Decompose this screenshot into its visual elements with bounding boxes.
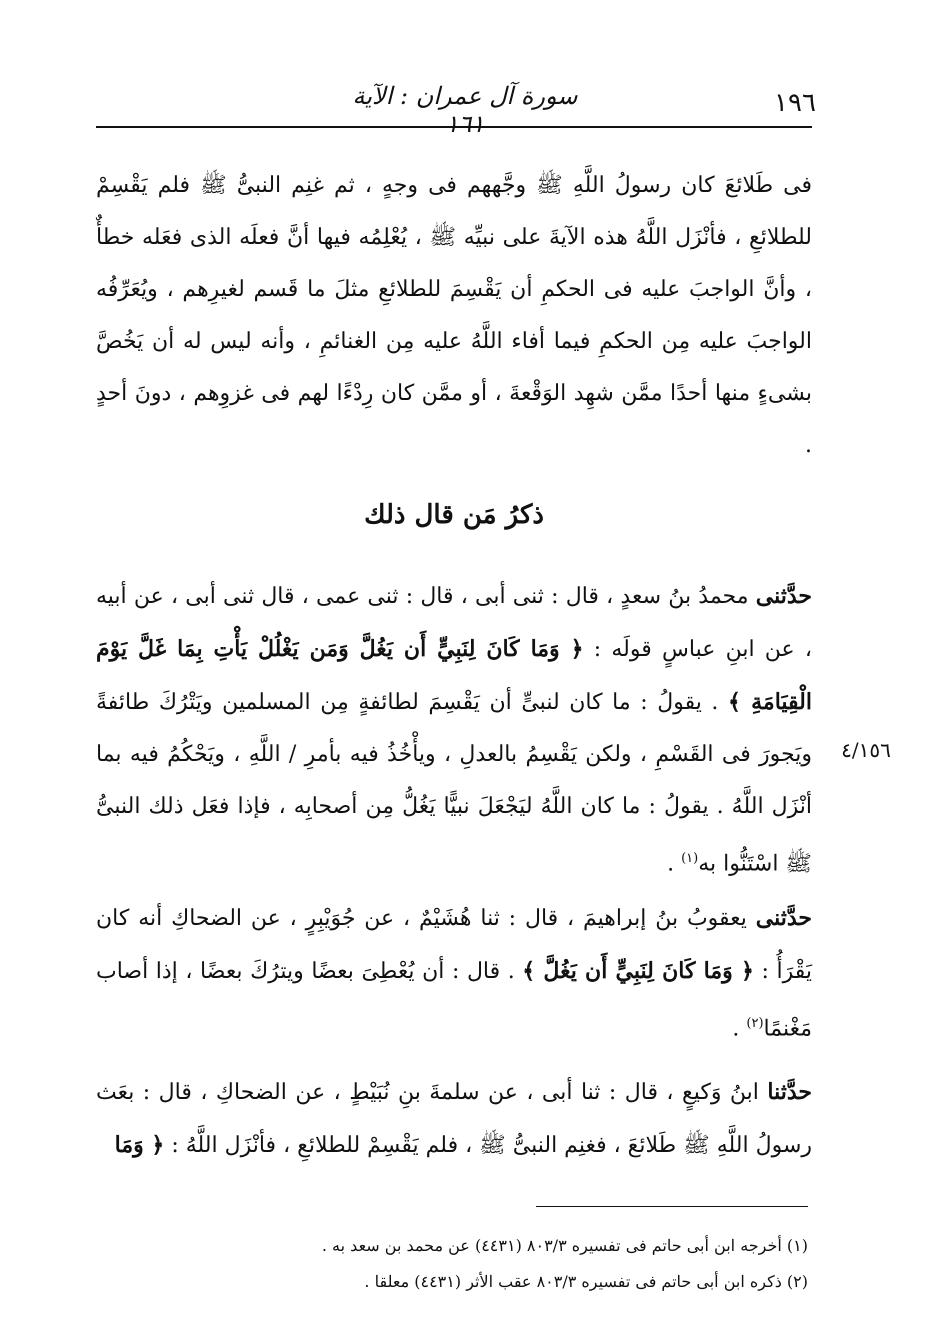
report-2-text-a: يعقوبُ بنُ إبراهيمَ ، قال : ثنا هُشَيْمٌ ، عن جُوَيْبِرٍ ، عن الضحاكِ أنه كان يَقْرَأُ : <box>96 906 812 984</box>
report-3 <box>96 1066 812 1172</box>
report-3-quran: ﴿ وَمَا <box>114 1132 165 1158</box>
report-2 <box>96 892 812 1055</box>
section-heading: ذكرُ مَن قال ذلك <box>364 500 544 530</box>
report-1 <box>96 570 812 890</box>
report-1-text-b: . يقولُ : ما كان لنبىٍّ أن يَقْسِمَ لطائفةٍ مِن المسلمين ويَتْرُكَ طائفةً ويَجورَ فى القَسْمِ ، ولكن يَقْسِمُ بالعدلِ ، ويأْخُذُ فيه بأمرِ / اللَّهِ ، ويَحْكُمُ فيه بما أنْزَل اللَّهُ . يقولُ : ما كان اللَّهُ ليَجْعَلَ نبيًّا يَغُلُّ مِن أصحابِه ، فإذا فعَل ذلك النبىُّ ﷺ اسْتَنُّوا به <box>96 690 812 877</box>
header-rule <box>96 126 812 128</box>
report-1-end: . <box>667 851 675 877</box>
footnote-1: (١) أخرجه ابن أبى حاتم فى تفسيره ٨٠٣/٣ (٤٤٣١) عن محمد بن سعد به . <box>321 1236 808 1255</box>
report-3-text-a: ابنُ وَكيعٍ ، قال : ثنا أبى ، عن سلمةَ بنِ نُبَيْطٍ ، عن الضحاكِ ، قال : بعَث رسولُ اللَّهِ ﷺ طَلائعَ ، فغنِم النبىُّ ﷺ ، فلم يَقْسِمْ للطلائعِ ، فأنْزَل اللَّهُ : <box>96 1080 812 1158</box>
report-2-quran: ﴿ وَمَا كَانَ لِنَبِيٍّ أَن يَغُلَّ ﴾ <box>522 958 754 984</box>
report-1-quran: ﴿ وَمَا كَانَ لِنَبِيٍّ أَن يَغُلَّ وَمَن يَغْلُلْ يَأْتِ بِمَا غَلَّ يَوْمَ الْقِيَامَةِ ﴾ <box>96 636 813 715</box>
page-number: ١٩٦ <box>774 88 816 118</box>
report-2-end: . <box>732 1016 740 1042</box>
report-2-lead: حدَّثنى <box>755 905 813 931</box>
report-2-text-b: . قال : أن يُعْطِىَ بعضًا ويترُكَ بعضًا ، إذا أصاب مَغْنمًا <box>96 959 812 1042</box>
report-1-text-a: محمدُ بنُ سعدٍ ، قال : ثنى أبى ، قال : ثنى عمى ، قال ثنى أبى ، عن أبيه ، عن ابنِ عباسٍ قولَه : <box>96 584 813 662</box>
running-title: سورة آل عمران : الآية ١٦١ <box>352 82 578 138</box>
footnote-rule <box>536 1206 808 1207</box>
report-1-lead: حدَّثنى <box>755 583 812 609</box>
intro-paragraph: فى طَلائعَ كان رسولُ اللَّهِ ﷺ وجَّههم فى وجهٍ ، ثم غنِم النبىُّ ﷺ فلم يَقْسِمْ للطلائعِ ، فأنْزَل اللَّهُ هذه الآيةَ على نبيِّه ﷺ ، يُعْلِمُه فيها أنَّ فعلَه الذى فعَله خطأٌ ، وأنَّ الواجبَ عليه فى الحكمِ أن يَقْسِمَ للطلائعِ مثلَ ما قَسم لغيرِهم ، ويُعَرِّفُه الواجبَ عليه مِن الحكمِ فيما أفاء اللَّهُ عليه مِن الغنائمِ ، وأنه ليس له أن يَخُصَّ بشىءٍ منها أحدًا ممَّن شهِد الوَقْعةَ ، أو ممَّن كان رِدْءًا لهم فى غزوِهم ، دونَ أحدٍ . <box>96 173 812 458</box>
footnote-2: (٢) ذكره ابن أبى حاتم فى تفسيره ٨٠٣/٣ عقب الأثر (٤٤٣١) معلقا . <box>364 1272 808 1291</box>
footnote-marker-1: (١) <box>681 851 699 866</box>
report-3-lead: حدَّثنا <box>767 1079 812 1105</box>
margin-reference: ٤/١٥٦ <box>841 738 891 762</box>
footnote-marker-2: (٢) <box>746 1016 764 1031</box>
